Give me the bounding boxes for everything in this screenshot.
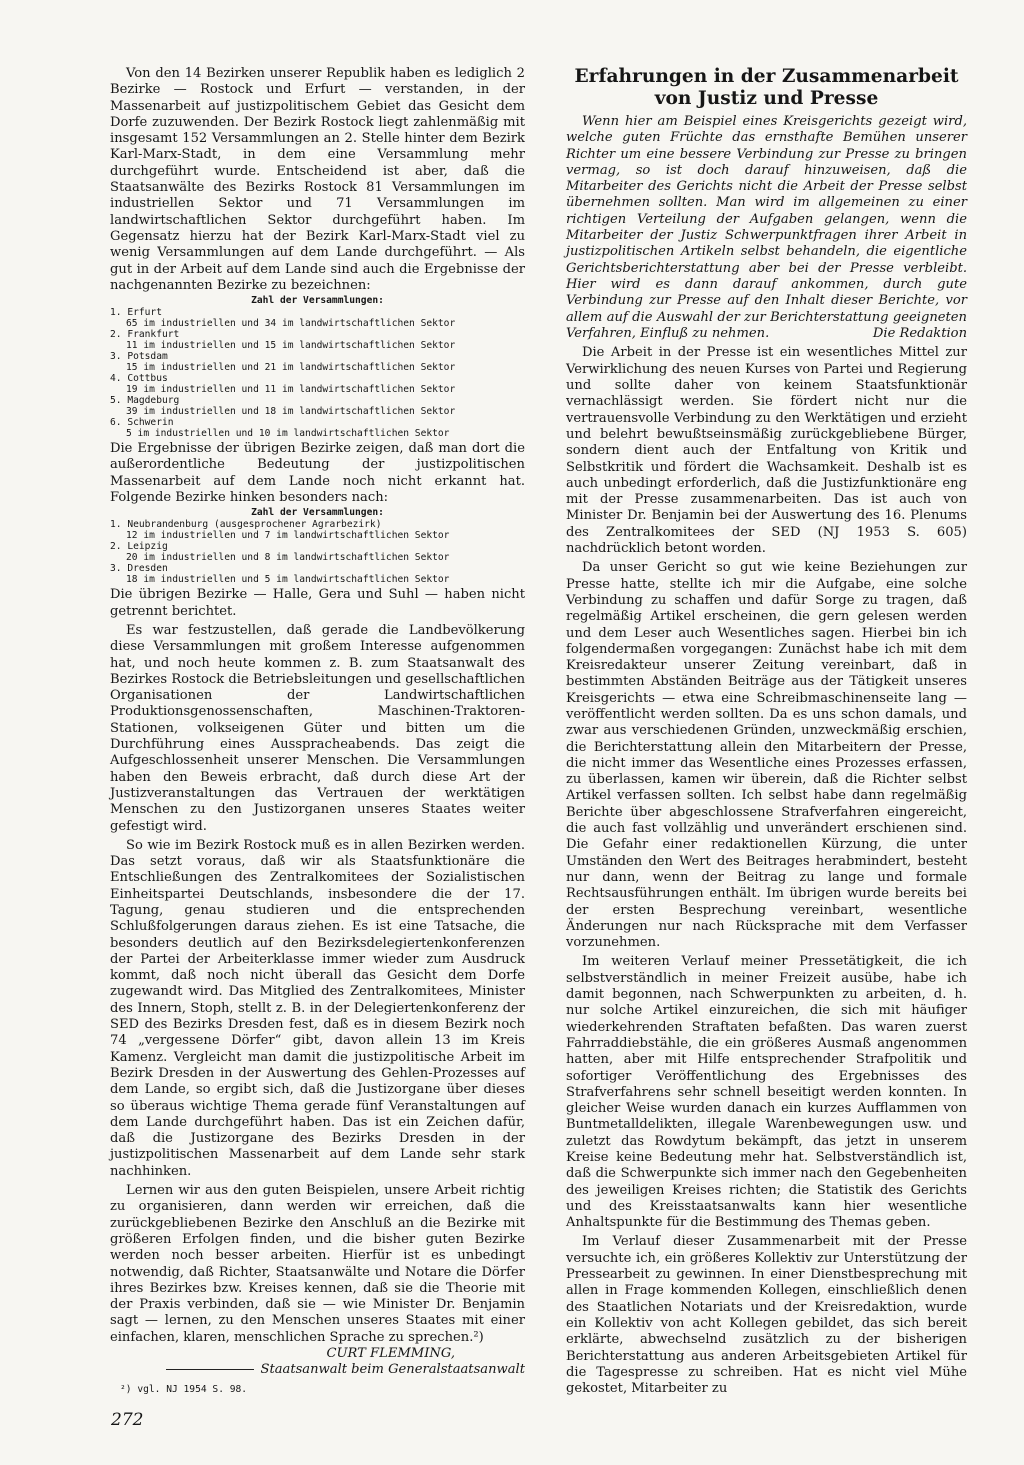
editorial-intro: Wenn hier am Beispiel eines Kreisgerichts gezeigt wird, welche guten Früchte das ernsthafte Bemühen unserer Richter um eine bessere Verbindung zur Presse zu bringen vermag, so ist doch darauf hinzuweisen, daß die Mitarbeiter des Gerichts nicht die Arbeit der Presse selbst übernehmen sollten. Man wird im allgemeinen zu einer richtigen Verteilung der Aufgaben gelangen, wenn die Mitarbeiter der Justiz Schwerpunktfragen ihrer Arbeit in justizpolitischen Artikeln selbst behandeln, die eigentliche Gerichtsberichterstattung aber bei der Presse verbleibt. Hier wird es dann darauf ankommen, durch gute Verbindung zur Presse auf den Inhalt dieser Berichte, vor allem auf die Auswahl der zur Berichterstattung geeigneten Verfahren, Einfluß zu nehmen. <box>566 114 967 341</box>
paragraph: Im Verlauf dieser Zusammenarbeit mit der Presse versuchte ich, ein größeres Kollektiv zur Unterstützung der Pressearbeit zu gewinnen. In einer Dienstbesprechung mit allen in Frage kommenden Kollegen, einschließlich denen des Staatlichen Notariats und der Kreisredaktion, wurde ein Kollektiv von acht Kollegen gebildet, das sich bereit erklärte, abwechselnd zusätzlich zu der bisherigen Berichterstattung aus anderen Arbeitsgebieten Artikel für die Tagespresse zu schreiben. Hat es nicht viel Mühe gekostet, Mitarbeiter zu <box>566 1234 967 1397</box>
list-heading: Zahl der Versammlungen: <box>251 507 384 519</box>
list-item-name: 1. Erfurt <box>110 307 162 319</box>
meeting-list-good <box>110 295 525 439</box>
author-role: Staatsanwalt beim Generalstaatsanwalt <box>260 1362 525 1378</box>
paragraph: Die Arbeit in der Presse ist ein wesentliches Mittel zur Verwirklichung des neuen Kurses von Partei und Regierung und sollte daher von keinem Staatsfunktionär vernachlässigt werden. Sie fördert nicht nur die vertrauensvolle Verbindung zu den Werktätigen und erzieht und belehrt bewußtseinsmäßig zurückgebliebene Bürger, sondern dient auch der Entfaltung von Kritik und Selbstkritik und fördert die Wachsamkeit. Deshalb ist es auch unbedingt erforderlich, daß die Justizfunktionäre eng mit der Presse zusammenarbeiten. Das ist auch von Minister Dr. Benjamin bei der Auswertung des 16. Plenums des Zentralkomitees der SED (NJ 1953 S. 605) nachdrücklich betont worden. <box>566 345 967 557</box>
paragraph: Die Ergebnisse der übrigen Bezirke zeigen, daß man dort die außerordentliche Bedeutung der justizpolitischen Massenarbeit auf dem Lande noch nicht erkannt hat. Folgende Bezirke hinken besonders nach: <box>110 441 525 506</box>
list-item-detail: 5 im industriellen und 10 im landwirtschaftlichen Sektor <box>126 428 450 440</box>
left-column <box>110 66 525 1396</box>
title-line-2: von Justiz und Presse <box>654 88 879 109</box>
author-role-line <box>110 1362 525 1378</box>
list-item-name: 2. Leipzig <box>110 541 168 553</box>
list-item-detail: 20 im industriellen und 8 im landwirtschaftlichen Sektor <box>126 552 450 564</box>
paragraph: Lernen wir aus den guten Beispielen, unsere Arbeit richtig zu organisieren, dann werden wir erreichen, daß die zurückgebliebenen Bezirke den Anschluß an die Bezirke mit größeren Erfolgen finden, und die bisher guten Bezirke werden noch besser arbeiten. Hierfür ist es unbedingt notwendig, daß Richter, Staatsanwälte und Notare die Dörfer ihres Bezirkes bzw. Kreises kennen, daß sie die Theorie mit der Praxis verbinden, daß sie — wie Minister Dr. Benjamin sagt — lernen, zu den Menschen unseres Staates mit einer einfachen, klaren, menschlichen Sprache zu sprechen.²) <box>110 1183 525 1345</box>
paragraph: Da unser Gericht so gut wie keine Beziehungen zur Presse hatte, stellte ich mir die Aufgabe, eine solche Verbindung zu schaffen und dafür Sorge zu tragen, daß regelmäßig Artikel erscheinen, die gern gelesen werden und dem Leser auch Wesentliches sagen. Hierbei bin ich folgendermaßen vorgegangen: Zunächst habe ich mit dem Kreisredakteur unserer Zeitung vereinbart, daß in bestimmten Abständen Beiträge aus der Tätigkeit unseres Kreisgerichts — etwa eine Schreibmaschinenseite lang — veröffentlicht werden sollten. Da es uns schon damals, und zwar aus verschiedenen Gründen, unzweckmäßig erschien, die Berichterstattung allein den Mitarbeitern der Presse, die nicht immer das Wesentliche eines Prozesses erfassen, zu überlassen, kamen wir überein, daß die Richter selbst Artikel verfassen sollten. Ich selbst habe dann regelmäßig Berichte über abgeschlossene Strafverfahren eingereicht, die auch fast vollzählig und unverändert erschienen sind. Die Gefahr einer redaktionellen Kürzung, die unter Umständen den Wert des Beitrages herabmindert, besteht nur dann, wenn der Beitrag zu lange und formale Rechtsausführungen enthält. Im übrigen wurde bereits bei der ersten Besprechung vereinbart, wesentliche Änderungen nur nach Rücksprache mit dem Verfasser vorzunehmen. <box>566 560 967 951</box>
signature-rule <box>166 1369 254 1370</box>
paragraph: Im weiteren Verlauf meiner Pressetätigkeit, die ich selbstverständlich in meiner Freizeit ausübe, habe ich damit begonnen, nach Schwerpunkten zu arbeiten, d. h. nur solche Artikel einzureichen, die sich mit häufiger wiederkehrenden Straftaten befaßten. Das waren zuerst Fahrraddiebstähle, die ein größeres Ausmaß angenommen hatten, aber mit Hilfe entsprechender Strafpolitik und sofortiger Veröffentlichung des Ergebnisses des Strafverfahrens sehr schnell beseitigt werden konnten. In gleicher Weise wurden danach ein kurzes Aufflammen von Buntmetalldelikten, illegale Warenbewegungen usw. und zuletzt das Rowdytum bekämpft, das jetzt in unserem Kreise keine Bedeutung mehr hat. Selbstverständlich ist, daß die Schwerpunkte sich immer nach den Gegebenheiten des jeweiligen Kreises richten; die Statistik des Gerichts und des Kreisstaatsanwalts kann hier wesentliche Anhaltspunkte für die Bestimmung des Themas geben. <box>566 954 967 1231</box>
paragraph: Die übrigen Bezirke — Halle, Gera und Suhl — haben nicht getrennt berichtet. <box>110 587 525 619</box>
list-heading: Zahl der Versammlungen: <box>251 295 384 307</box>
article-title <box>566 66 967 110</box>
author-name: CURT FLEMMING, <box>326 1346 455 1361</box>
meeting-list-lagging <box>110 507 525 585</box>
list-item-name: 1. Neubrandenburg (ausgesprochener Agrarbezirk) <box>110 519 382 531</box>
list-item-detail: 39 im industriellen und 18 im landwirtschaftlichen Sektor <box>126 406 456 418</box>
list-item-detail: 11 im industriellen und 15 im landwirtschaftlichen Sektor <box>126 340 456 352</box>
list-item-name: 2. Frankfurt <box>110 329 180 341</box>
list-item-name: 4. Cottbus <box>110 373 168 385</box>
list-item-detail: 18 im industriellen und 5 im landwirtschaftlichen Sektor <box>126 574 450 586</box>
list-item-name: 5. Magdeburg <box>110 395 180 407</box>
list-item-detail: 12 im industriellen und 7 im landwirtschaftlichen Sektor <box>126 530 450 542</box>
list-item-detail: 15 im industriellen und 21 im landwirtschaftlichen Sektor <box>126 362 456 374</box>
list-item-name: 3. Potsdam <box>110 351 168 363</box>
list-item-name: 6. Schwerin <box>110 417 174 429</box>
paragraph: Es war festzustellen, daß gerade die Landbevölkerung diese Versammlungen mit großem Interesse aufgenommen hat, und noch heute kommen z. B. zum Staatsanwalt des Bezirkes Rostock die Betriebsleitungen und gesellschaftlichen Organisationen der Landwirtschaftlichen Produktionsgenossenschaften, Maschinen-Traktoren-Stationen, volkseigenen Güter und bitten um die Durchführung eines Ausspracheabends. Das zeigt die Aufgeschlossenheit unserer Menschen. Die Versammlungen haben den Beweis erbracht, daß durch diese Art der Justizveranstaltungen das Vertrauen der werktätigen Menschen zu den Justizorganen unseres Staates weiter gefestigt wird. <box>110 622 525 834</box>
page-number: 272 <box>111 1410 144 1430</box>
list-item-detail: 19 im industriellen und 11 im landwirtschaftlichen Sektor <box>126 384 456 396</box>
editorial-signature: Die Redaktion <box>872 326 967 342</box>
paragraph: So wie im Bezirk Rostock muß es in allen Bezirken werden. Das setzt voraus, daß wir als Staatsfunktionäre die Entschließungen des Zentralkomitees der Sozialistischen Einheitspartei Deutschlands, insbesondere die der 17. Tagung, genau studieren und die entsprechenden Schlußfolgerungen daraus ziehen. Es ist eine Tatsache, die besonders deutlich auf den Bezirksdelegiertenkonferenzen der Partei der Arbeiterklasse immer wieder zum Ausdruck kommt, daß noch nicht überall das Gesicht dem Dorfe zugewandt wird. Das Mitglied des Zentralkomitees, Minister des Innern, Stoph, stellt z. B. in der Delegiertenkonferenz der SED des Bezirks Dresden fest, daß es in diesem Bezirk noch 74 „vergessene Dörfer“ gibt, davon allein 13 im Kreis Kamenz. Vergleicht man damit die justizpolitische Arbeit im Bezirk Dresden in der Auswertung des Gehlen-Prozesses auf dem Lande, so ergibt sich, daß die Justizorgane über dieses so überaus wichtige Thema gerade fünf Veranstaltungen auf dem Lande durchgeführt haben. Das ist ein Zeichen dafür, daß die Justizorgane des Bezirks Dresden in der justizpolitischen Massenarbeit auf dem Lande sehr stark nachhinken. <box>110 837 525 1179</box>
footnote: ²) vgl. NJ 1954 S. 98. <box>120 1383 248 1395</box>
right-column <box>566 66 967 1397</box>
list-item-detail: 65 im industriellen und 34 im landwirtschaftlichen Sektor <box>126 318 456 330</box>
title-line-1: Erfahrungen in der Zusammenarbeit <box>574 66 959 87</box>
list-item-name: 3. Dresden <box>110 563 168 575</box>
paragraph: Von den 14 Bezirken unserer Republik haben es lediglich 2 Bezirke — Rostock und Erfurt — verstanden, in der Massenarbeit auf justizpolitischem Gebiet das Gesicht dem Dorfe zuzuwenden. Der Bezirk Rostock liegt zahlenmäßig mit insgesamt 152 Versammlungen an 2. Stelle hinter dem Bezirk Karl-Marx-Stadt, in dem eine Versammlung mehr durchgeführt wurde. Entscheidend ist aber, daß die Staatsanwälte des Bezirks Rostock 81 Versammlungen im industriellen Sektor und 71 Versammlungen im landwirtschaftlichen Sektor durchgeführt haben. Im Gegensatz hierzu hat der Bezirk Karl-Marx-Stadt viel zu wenig Versammlungen auf dem Lande durchgeführt. — Als gut in der Arbeit auf dem Lande sind auch die Ergebnisse der nachgenannten Bezirke zu bezeichnen: <box>110 66 525 293</box>
